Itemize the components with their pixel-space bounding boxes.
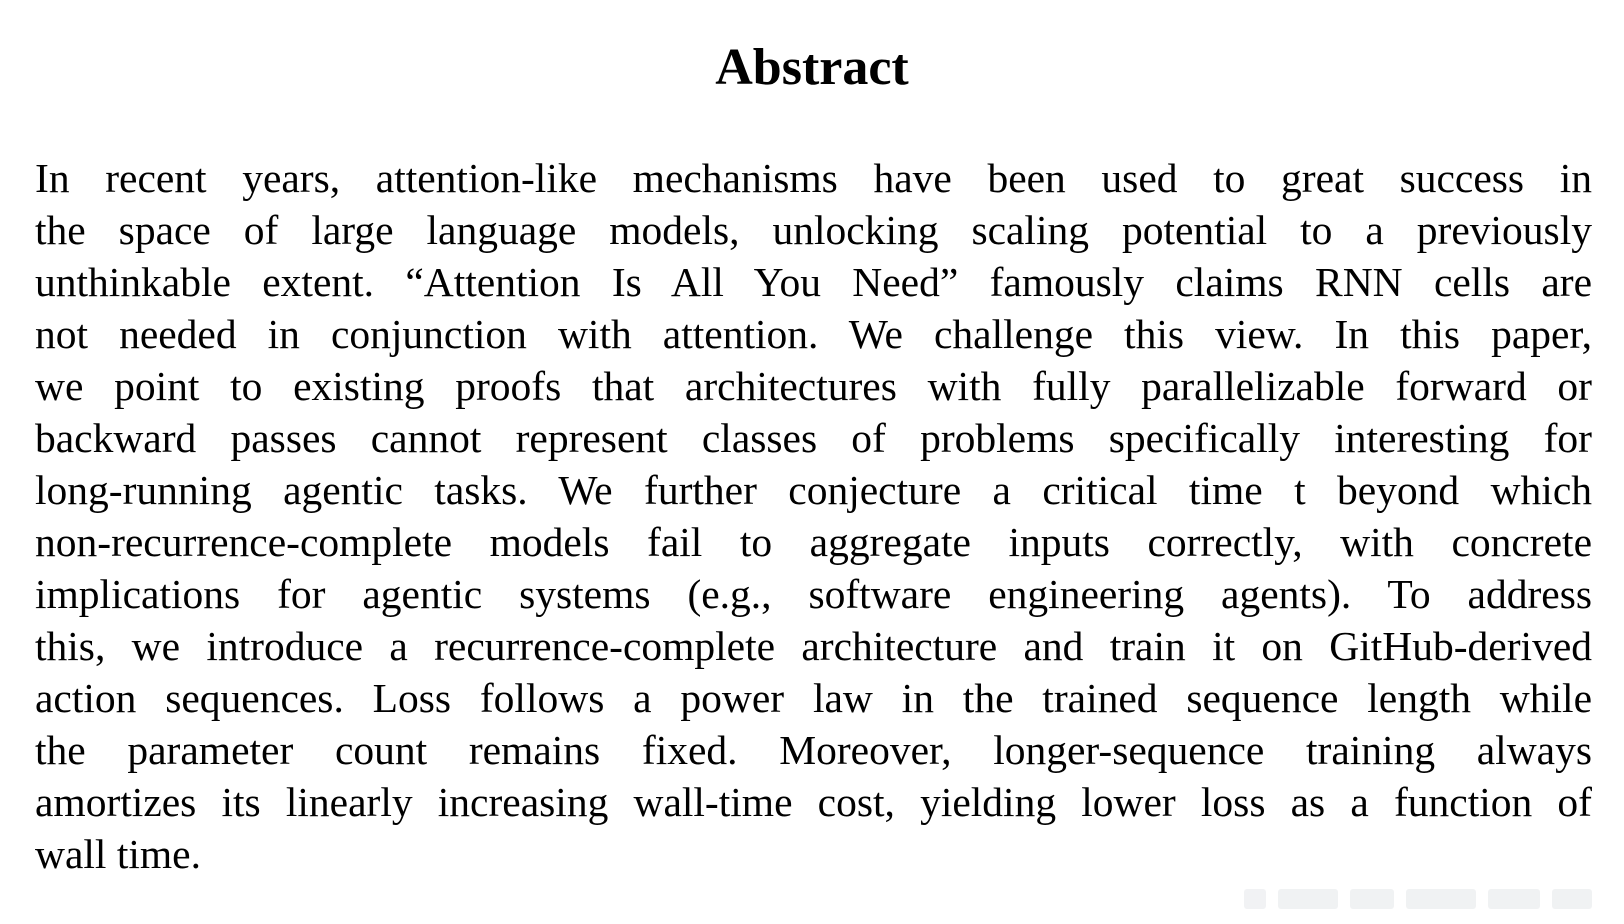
watermark-glyph [1488, 889, 1540, 909]
abstract-heading: Abstract [715, 39, 909, 96]
abstract-line: implications for agentic systems (e.g., software engineering agents). To address [35, 571, 1592, 617]
watermark [1244, 884, 1604, 914]
abstract-paragraph [35, 152, 1592, 880]
watermark-glyph [1350, 889, 1394, 909]
abstract-line: not needed in conjunction with attention. We challenge this view. In this paper, [35, 311, 1592, 357]
abstract-line: the space of large language models, unlocking scaling potential to a previously [35, 207, 1592, 253]
abstract-line: amortizes its linearly increasing wall-time cost, yielding lower loss as a function of [35, 779, 1592, 825]
abstract-line: unthinkable extent. “Attention Is All You Need” famously claims RNN cells are [35, 259, 1592, 305]
abstract-line: long-running agentic tasks. We further conjecture a critical time t beyond which [35, 467, 1592, 513]
watermark-glyph [1406, 889, 1476, 909]
watermark-glyph [1278, 889, 1338, 909]
watermark-glyph [1552, 889, 1592, 909]
abstract-line: non-recurrence-complete models fail to aggregate inputs correctly, with concrete [35, 519, 1592, 565]
watermark-glyph [1244, 889, 1266, 909]
abstract-line: backward passes cannot represent classes of problems specifically interesting for [35, 415, 1592, 461]
abstract-line: this, we introduce a recurrence-complete architecture and train it on GitHub-derived [35, 623, 1592, 669]
abstract-line: we point to existing proofs that architectures with fully parallelizable forward or [35, 363, 1592, 409]
abstract-line: In recent years, attention-like mechanisms have been used to great success in [35, 155, 1592, 201]
abstract-line: action sequences. Loss follows a power law in the trained sequence length while [35, 675, 1592, 721]
abstract-line: the parameter count remains fixed. Moreover, longer-sequence training always [35, 727, 1592, 773]
abstract-line: wall time. [35, 831, 201, 877]
